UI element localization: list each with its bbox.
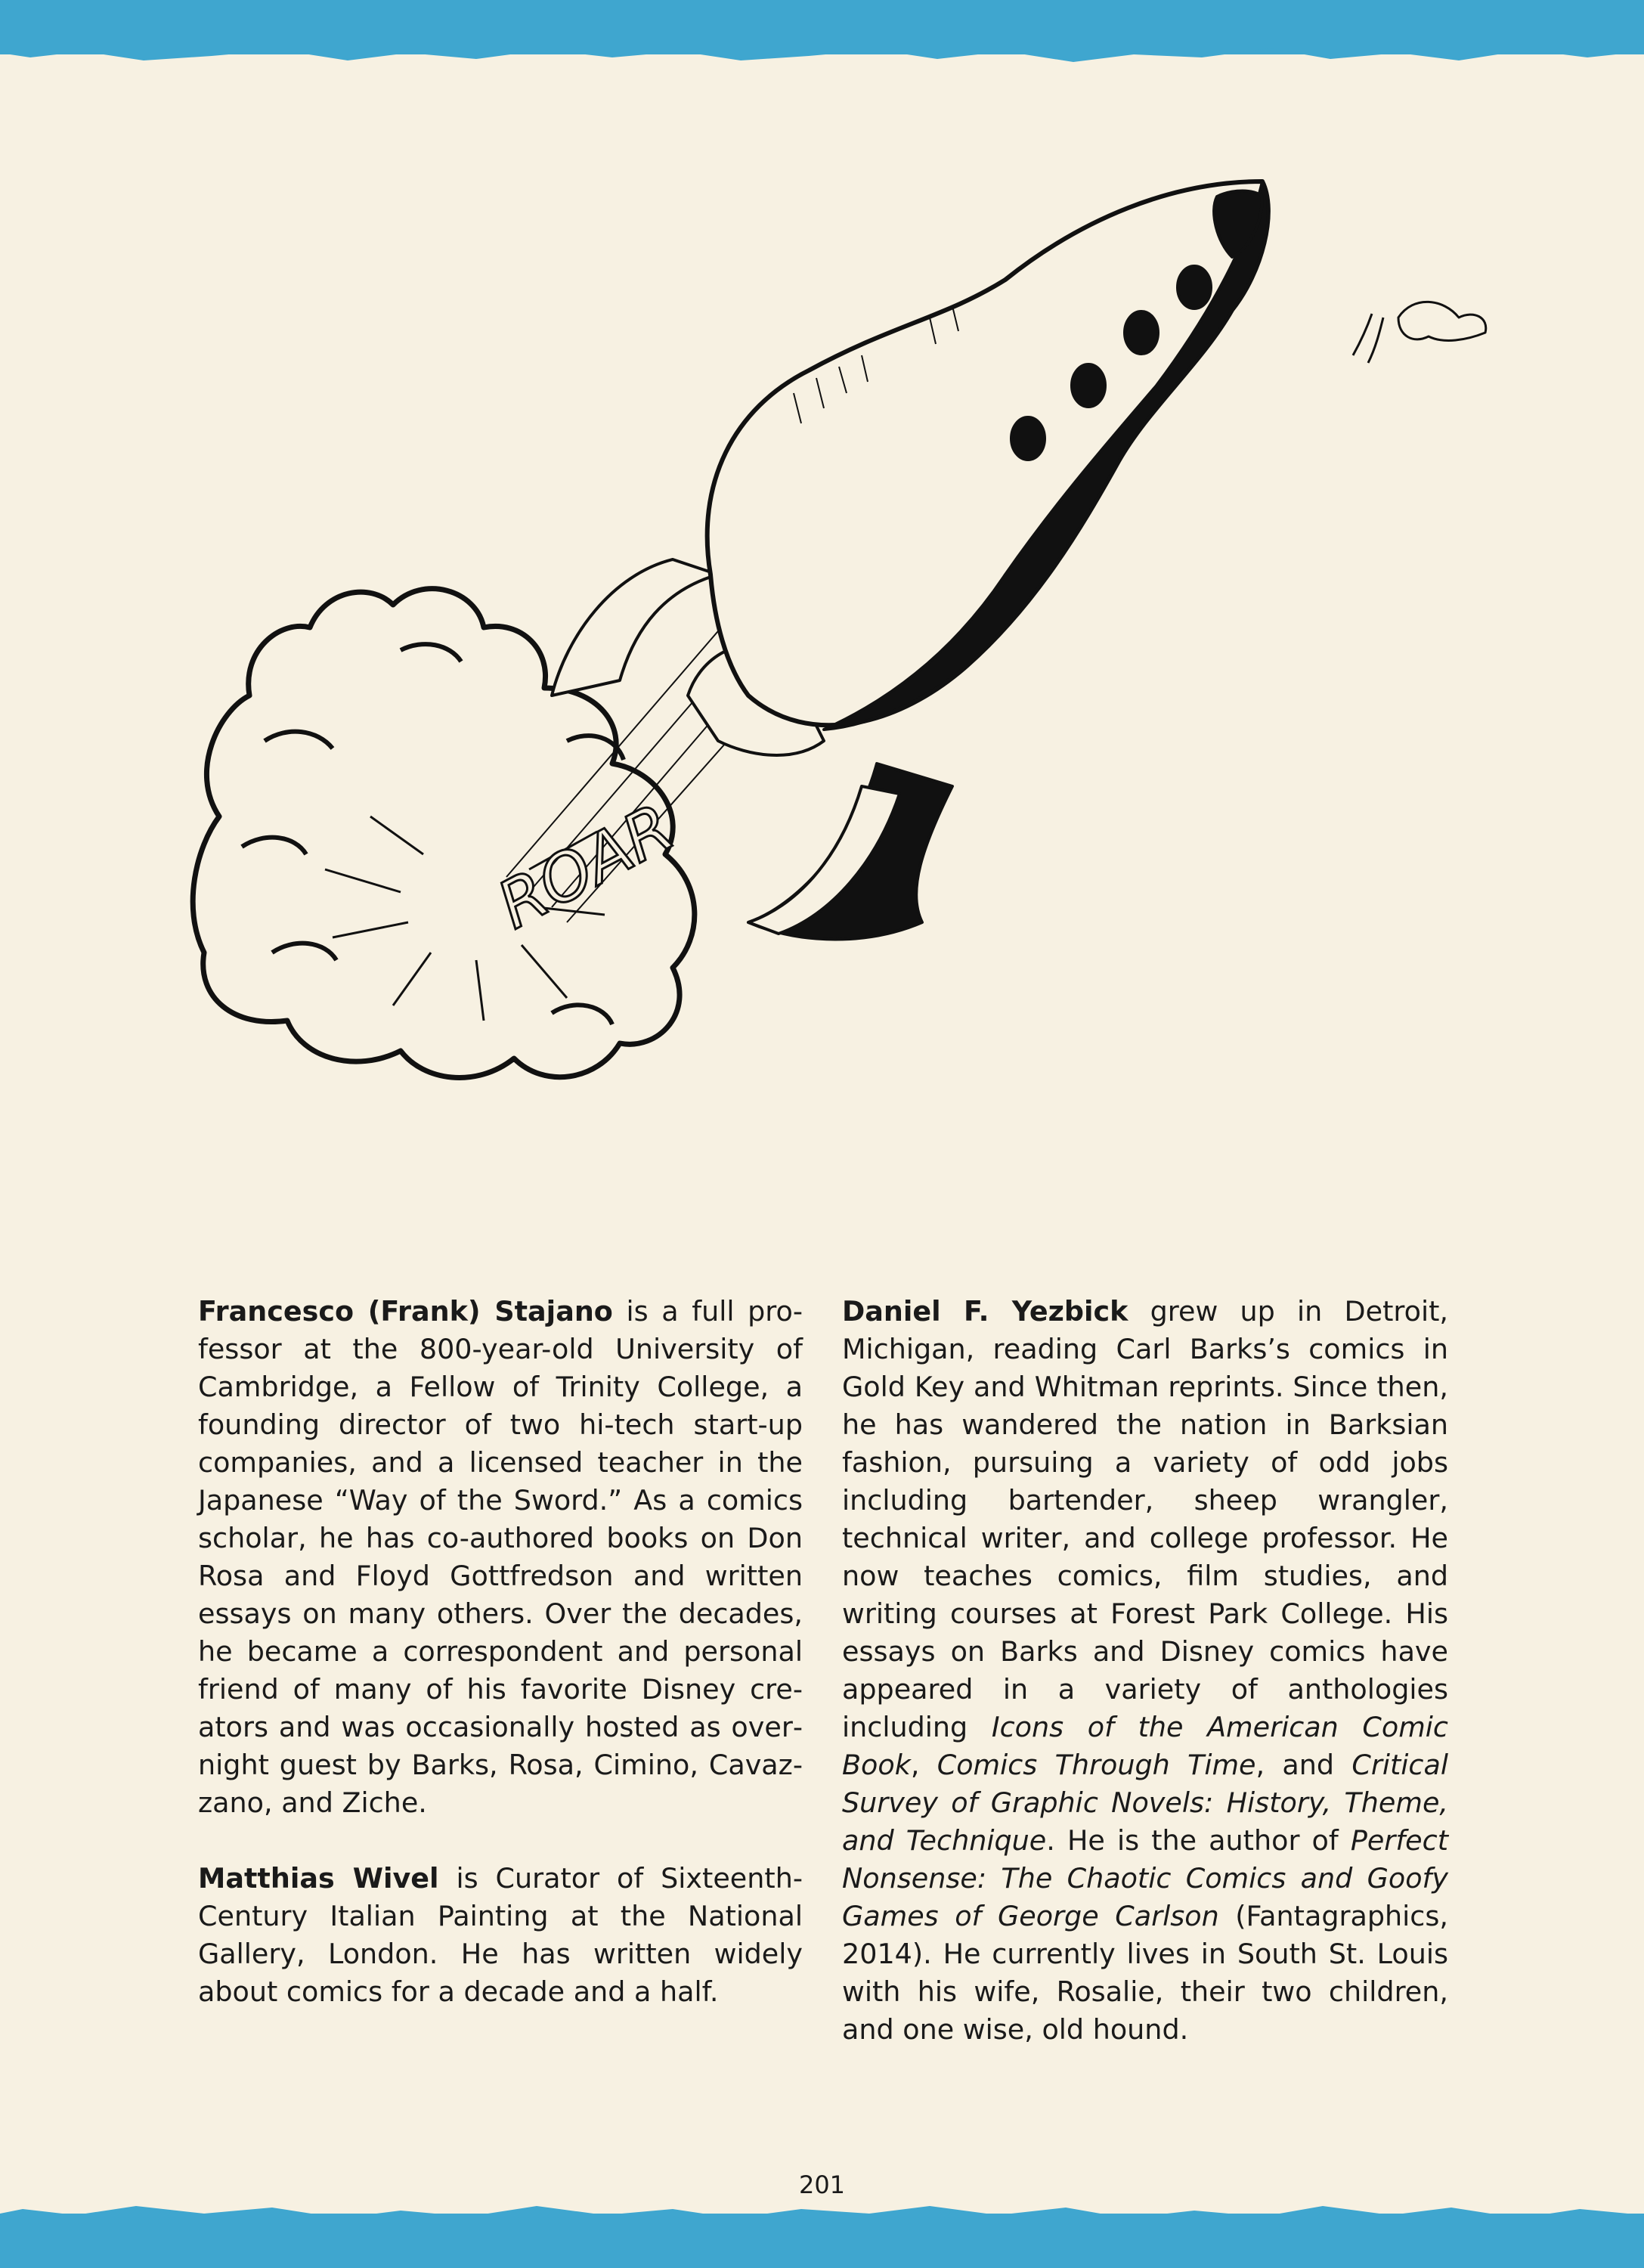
book-title: Icons of the American Comic Book <box>842 1711 1448 1781</box>
roar-sound-effect: ROAR <box>485 789 686 944</box>
bio-name: Daniel F. Yezbick <box>842 1295 1129 1328</box>
bio-name: Matthias Wivel <box>198 1862 439 1895</box>
bio-name: Francesco (Frank) Stajano <box>198 1295 613 1328</box>
rocket-illustration <box>174 166 1504 1179</box>
bio-stajano: Francesco (Frank) Stajano is a full professor at the 800-year-old University of Cambridge, a Fellow of Trinity College, a founding director of two hi-tech start-up companies, and a licensed teacher in the Japanese “Way of the Sword.” As a comics scholar, he has co-authored books on Don Rosa and Floyd Gottfredson and written essays on many others. Over the decades, he became a correspondent and personal friend of many of his favorite Disney creators and was occasionally hosted as overnight guest by Barks, Rosa, Cimino, Cavazzano, and Ziche. <box>198 1295 803 1819</box>
book-title: Comics Through Time <box>937 1749 1256 1781</box>
left-text-column <box>198 1293 803 2011</box>
bird <box>1398 302 1486 340</box>
top-decorative-band <box>0 0 1644 54</box>
page-number: 201 <box>798 2170 846 2199</box>
rocket-left-fin <box>552 559 718 696</box>
book-title: Perfect Nonsense: The Chaotic Comics and Goofy Games of George Carlson <box>842 1824 1449 1932</box>
bottom-decorative-band <box>0 2214 1644 2268</box>
bio-wivel: Matthias Wivel is Curator of Sixteenth-Century Italian Painting at the National Gallery, London. He has written widely about comics for a decade and a half. <box>198 1862 803 2008</box>
bio-yezbick: Daniel F. Yezbick grew up in Detroit, Michigan, reading Carl Barks’s comics in Gold Key and Whitman reprints. Since then, he has wandered the nation in Barksian fashion, pursuing a variety of odd jobs including bartender, sheep wrangler, technical writer, and college professor. He now teaches comics, film studies, and writing courses at Forest Park College. His essays on Barks and Disney comics have appeared in a variety of anthologies including Icons of the American Comic Book, Comics Through Time, and Critical Survey of Graphic Novels: History, Theme, and Technique. He is the author of Perfect Nonsense: The Chaotic Comics and Goofy Games of George Carlson (Fantagraphics, 2014). He currently lives in South St. Louis with his wife, Rosalie, their two children, and one wise, old hound. <box>842 1295 1449 2046</box>
book-title: Critical Survey of Graphic Novels: History, Theme, and Technique <box>842 1749 1448 1857</box>
right-text-column <box>842 1293 1448 2049</box>
